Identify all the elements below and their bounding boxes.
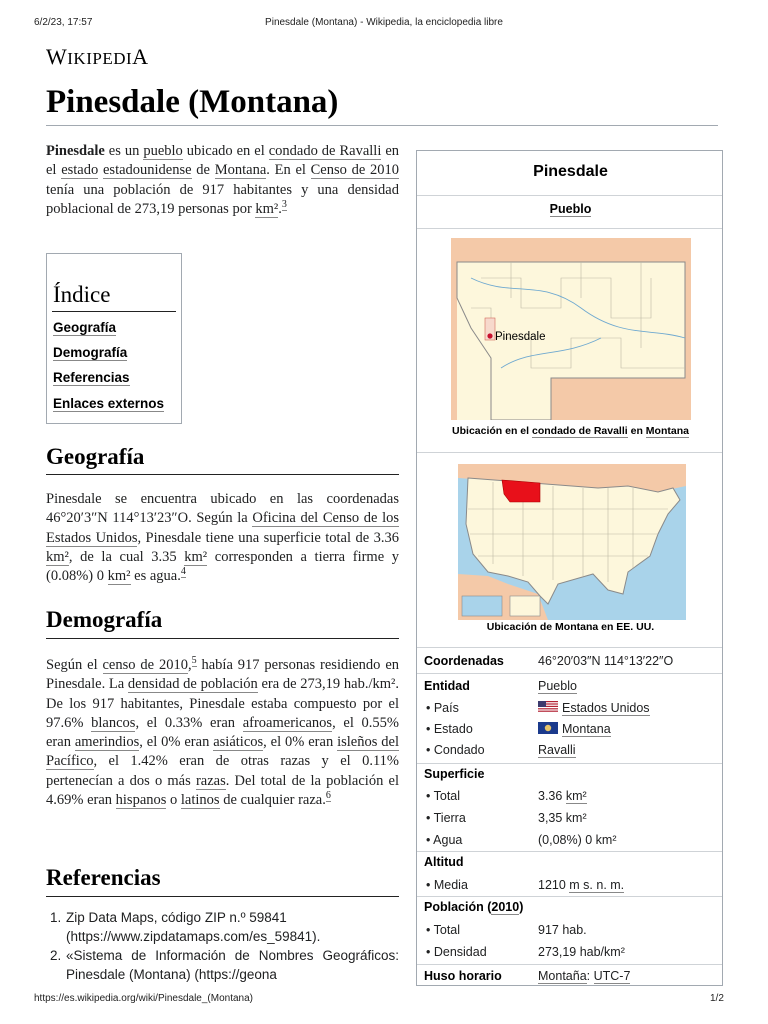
ref-3[interactable]: 3 — [281, 199, 287, 211]
toc-item-enlaces-externos[interactable]: Enlaces externos — [53, 396, 165, 411]
toc-item-geografia[interactable]: Geografía — [53, 320, 117, 335]
link-censo-2010[interactable]: censo de 2010 — [102, 657, 188, 673]
heading-demografia: Demografía — [46, 607, 163, 632]
intro-paragraph: Pinesdale es un pueblo ubicado en el condado de Ravalli en el estado estadounidense de Montana. En el Censo de 2010 tenía una población de 917 habitantes y una densidad poblacional de 273,19 personas por km².$^3$ — [46, 143, 400, 217]
infobox-title: Pinesdale — [533, 163, 608, 180]
link-estadounidense[interactable]: estadounidense — [102, 162, 192, 179]
link-ravalli[interactable]: Ravalli — [538, 743, 576, 757]
link-asiaticos[interactable]: asiáticos — [213, 734, 264, 751]
link-km2[interactable]: km² — [46, 548, 69, 565]
link-km2[interactable]: km² — [255, 200, 279, 217]
link-oficina-censo[interactable]: Oficina del Censo de los Estados Unidos — [46, 510, 399, 546]
link-blancos[interactable]: blancos — [91, 714, 136, 731]
print-url: https://es.wikipedia.org/wiki/Pinesdale_(Montana) — [34, 993, 253, 1004]
reference-link[interactable]: «Sistema de Información de Nombres Geográficos: Pinesdale (Montana) (https://geona — [66, 948, 399, 982]
reference-link[interactable]: Zip Data Maps, código ZIP n.º 59841 (https://www.zipdatamaps.com/es_59841). — [66, 910, 321, 944]
link-afroamericanos[interactable]: afroamericanos — [242, 714, 333, 731]
map-label-pinesdale: Pinesdale — [495, 331, 546, 343]
us-flag-icon — [538, 701, 558, 713]
infobox: Pinesdale Pueblo Pinesdale Ubicación en el condado de Ravalli en Montana Ubicación de Montana en EE. UU. Coordenadas 46°20′03″N 114°13′22″O Entidad Pueblo • País Estados Unidos • Estado Montana • Condado Ravalli Superficie • Total 3.36 km² • Tierra 3,35 km² • Agua (0,08%) 0 km² Altitud • Media 1210 m s. n. m. Población (2010) • Total 917 hab. • Densidad 273,19 hab/km² Huso horario Montaña: UTC-7 — [416, 150, 723, 986]
link-utc-7[interactable]: UTC-7 — [593, 969, 631, 983]
heading-referencias: Referencias — [46, 865, 161, 890]
link-estado[interactable]: estado — [61, 162, 99, 179]
alaska-inset — [510, 596, 540, 616]
table-of-contents — [46, 253, 182, 424]
toc-title: Índice — [53, 282, 111, 307]
toc-item-demografia[interactable]: Demografía — [53, 345, 128, 360]
montana-flag-icon — [538, 722, 558, 734]
link-2010[interactable]: 2010 — [491, 900, 520, 914]
wikipedia-logo[interactable]: WIKIPEDIA — [46, 44, 149, 69]
link-condado[interactable]: condado de Ravalli — [268, 143, 382, 159]
toc-item-referencias[interactable]: Referencias — [53, 370, 130, 385]
link-latinos[interactable]: latinos — [180, 792, 220, 809]
link-densidad[interactable]: densidad de población — [127, 676, 258, 693]
map1-caption: Ubicación en el condado de Ravalli en Montana — [452, 425, 689, 437]
hawaii-inset — [462, 596, 502, 616]
heading-divider — [46, 896, 399, 897]
infobox-subtitle-link[interactable]: Pueblo — [549, 202, 592, 216]
print-page-number: 1/2 — [710, 993, 724, 1004]
link-estados-unidos[interactable]: Estados Unidos — [562, 701, 650, 715]
heading-divider — [46, 638, 399, 639]
page-title: Pinesdale (Montana) — [46, 84, 339, 120]
link-pueblo[interactable]: Pueblo — [538, 679, 577, 693]
link-km2[interactable]: km² — [184, 548, 208, 565]
link-censo-2010[interactable]: Censo de 2010 — [310, 162, 400, 179]
demografia-paragraph: Según el censo de 2010,$^5$ había 917 personas residiendo en Pinesdale. La densidad de población era de 273,19 hab./km². De los 917 habitantes, Pinesdale estaba compuesto por el 97.6% blancos, el 0.33% eran afroamericanos, el 0.55% eran amerindios, el 0% eran asiáticos, el 0% eran isleños del Pacífico, el 1.42% eran de otras razas y el 0.11% pertenecían a dos o más razas. Del total de la población el 4.69% eran hispanos o latinos de cualquier raza.$^6$ — [46, 655, 400, 809]
link-montana-time[interactable]: Montaña — [538, 969, 587, 983]
link-islenos[interactable]: isleños del Pacífico — [46, 734, 399, 770]
link-pueblo[interactable]: pueblo — [143, 143, 183, 159]
link-montana[interactable]: Montana — [562, 722, 611, 736]
ref-6[interactable]: 6 — [325, 790, 331, 802]
montana-in-usa-locator-map[interactable] — [458, 464, 686, 620]
toc-divider — [52, 311, 176, 312]
print-doc-title: Pinesdale (Montana) - Wikipedia, la enciclopedia libre — [265, 17, 503, 28]
ravalli-county-locator-map[interactable] — [451, 238, 691, 420]
ref-4[interactable]: 4 — [180, 566, 186, 578]
ref-5[interactable]: 5 — [191, 655, 197, 667]
link-montana[interactable]: Montana — [214, 162, 267, 179]
link-condado[interactable]: condado de Ravalli — [531, 425, 628, 437]
title-divider — [46, 125, 718, 126]
montana-highlight — [502, 480, 540, 502]
list-item: 2. «Sistema de Información de Nombres Geográficos: Pinesdale (Montana) (https://geona — [50, 948, 399, 982]
pinesdale-location-marker — [487, 333, 492, 338]
list-item: 1. Zip Data Maps, código ZIP n.º 59841 (https://www.zipdatamaps.com/es_59841). — [46, 908, 399, 946]
link-razas[interactable]: razas — [195, 772, 226, 789]
link-km2[interactable]: km² — [565, 789, 587, 803]
link-montana[interactable]: Montana — [645, 425, 689, 437]
link-km2[interactable]: km² — [107, 568, 131, 585]
link-amerindios[interactable]: amerindios — [74, 734, 140, 751]
print-datetime: 6/2/23, 17:57 — [34, 17, 93, 28]
heading-geografia: Geografía — [46, 444, 145, 469]
link-hispanos[interactable]: hispanos — [115, 792, 167, 809]
heading-divider — [46, 474, 399, 475]
geografia-paragraph: Pinesdale se encuentra ubicado en las coordenadas 46°20′3″N 114°13′23″O. Según la Oficina del Censo de los Estados Unidos, Pinesdale tiene una superficie total de 3.36 km², de la cual 3.35 km² corresponden a tierra firme y (0.08%) 0 km² es agua.$^4$ — [46, 491, 400, 585]
link-msnm[interactable]: m s. n. m. — [569, 878, 625, 892]
map2-caption: Ubicación de Montana en EE. UU. — [486, 621, 655, 633]
